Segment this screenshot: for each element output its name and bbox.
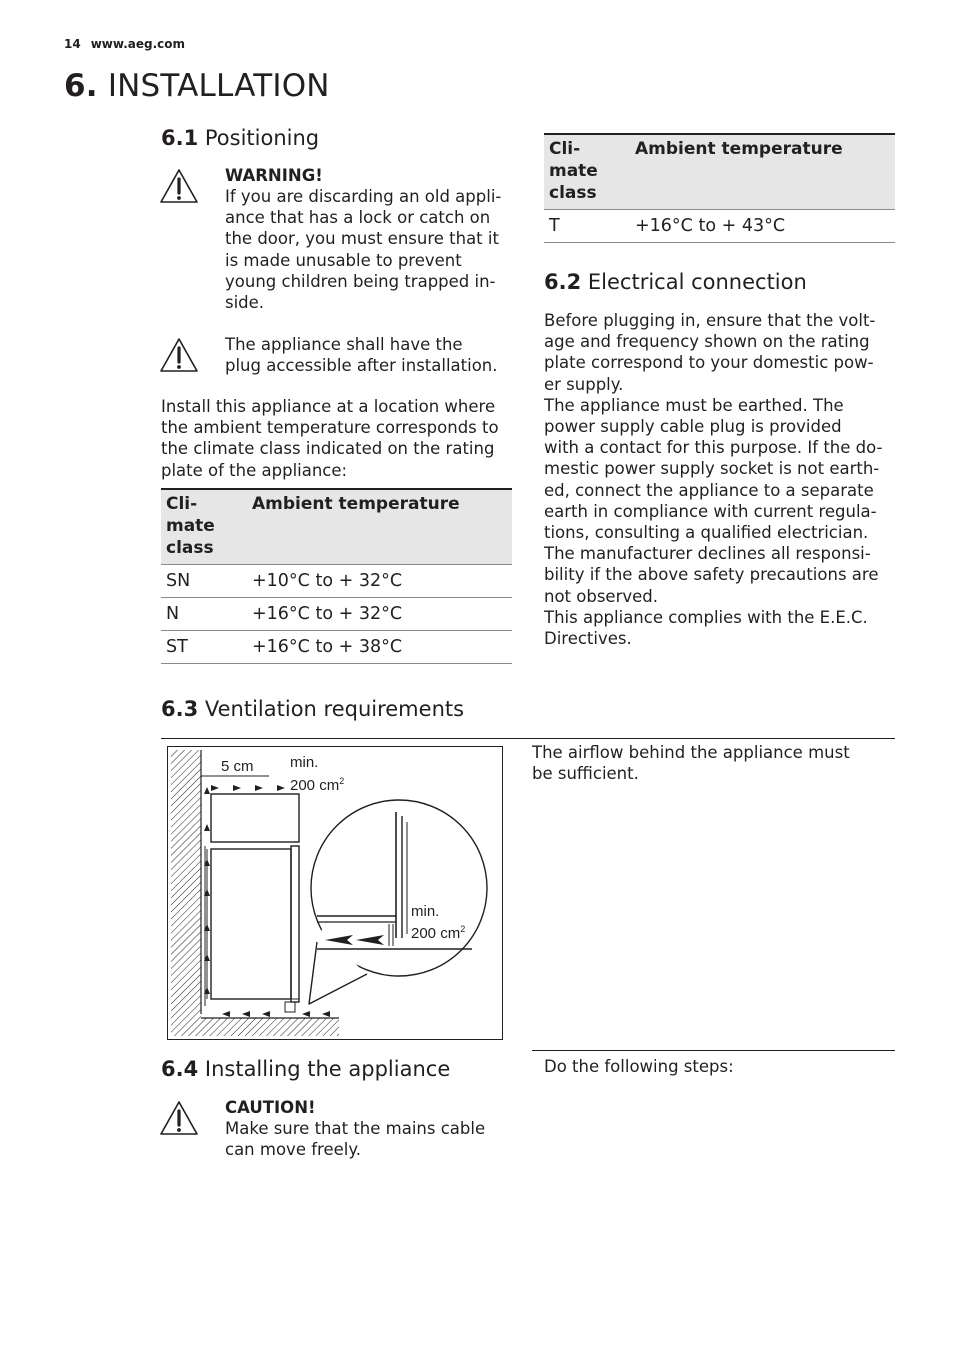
warning-triangle-icon [159,168,199,204]
electrical-text: Before plugging in, ensure that the volt- age and frequency shown on the rating plate correspond to your domestic pow- er supply. The appliance must be earthed. The power supply cable plug is provided with a contact for this purpose. If the do- mestic power supply socket is not earth- ed, connect the appliance to a separate earth in compliance with current regula- tions, consulting a qualified electrician. The manufacturer declines all responsi- bility if the above safety precautions are not observed. This appliance complies with the E.E.C. Directives. [544,311,883,649]
table-cell: SN [161,565,247,598]
table-cell: N [161,598,247,631]
table-header-class: Cli- mate class [544,134,630,210]
warning-block [225,165,520,313]
section-number: 6.2 [544,270,582,294]
section-title-positioning [161,124,319,152]
section-name: Positioning [204,126,320,150]
page-header [64,37,185,51]
table-row [161,598,512,631]
plug-note: The appliance shall have the plug accessible after installation. [225,335,498,376]
top-cabinet [211,794,299,842]
caution-label: CAUTION! [225,1098,316,1117]
warning-label: WARNING! [225,166,323,185]
section-name: Installing the appliance [204,1057,451,1081]
chapter-name: INSTALLATION [107,68,330,104]
caution-block [225,1097,520,1160]
table-cell: +16°C to + 32°C [247,598,512,631]
section-number: 6.1 [161,126,199,150]
climate-class-table [161,488,512,664]
bottom-min-label: min. [411,903,440,920]
top-airflow-arrows [211,785,285,791]
installing-rule [532,1050,895,1051]
table-row [161,631,512,664]
steps-intro: Do the following steps: [544,1057,734,1076]
page-number: 14 [64,37,81,51]
table-header-temperature: Ambient temperature [247,489,512,565]
table-cell: T [544,210,630,243]
info-triangle-icon [159,337,199,373]
table-row [544,210,895,243]
website-url: www.aeg.com [90,37,185,51]
bottom-airflow-arrows [222,1011,330,1017]
chapter-number: 6. [64,68,98,104]
gap-label: 5 cm [221,758,254,775]
top-min-label: min. [290,754,319,771]
climate-class-table-continued [544,133,895,243]
fridge-body [211,849,291,999]
table-cell: ST [161,631,247,664]
table-header-class: Cli- mate class [161,489,247,565]
section-number: 6.4 [161,1057,199,1081]
section-name: Ventilation requirements [204,697,465,721]
section-title-installing [161,1055,450,1083]
floor-hatch [201,1018,339,1036]
table-cell: +16°C to + 38°C [247,631,512,664]
chapter-title [64,66,330,106]
section-name: Electrical connection [587,270,807,294]
ventilation-text: The airflow behind the appliance must be sufficient. [532,743,850,784]
fridge-door [291,846,299,1002]
warning-text: If you are discarding an old appli- ance that has a lock or catch on the door, you must ensure that it is made unusable to prevent young children being trapped in- side. [225,187,502,313]
caution-triangle-icon [159,1100,199,1136]
table-row [161,565,512,598]
ventilation-diagram [167,746,503,1041]
section-number: 6.3 [161,697,199,721]
section-title-ventilation [161,695,464,723]
table-cell: +16°C to + 43°C [630,210,895,243]
ventilation-top-rule [161,738,895,739]
caution-text: Make sure that the mains cable can move freely. [225,1119,486,1160]
top-area-label: 200 $cm^2$ [290,776,345,794]
table-header-temperature: Ambient temperature [630,134,895,210]
climate-intro: Install this appliance at a location where the ambient temperature corresponds to the climate class indicated on the rating plate of the appliance: [161,397,499,480]
wall-hatch [171,750,201,1036]
table-cell: +10°C to + 32°C [247,565,512,598]
section-title-electrical [544,268,807,296]
bottom-area-label: 200 $cm^2$ [411,924,466,942]
